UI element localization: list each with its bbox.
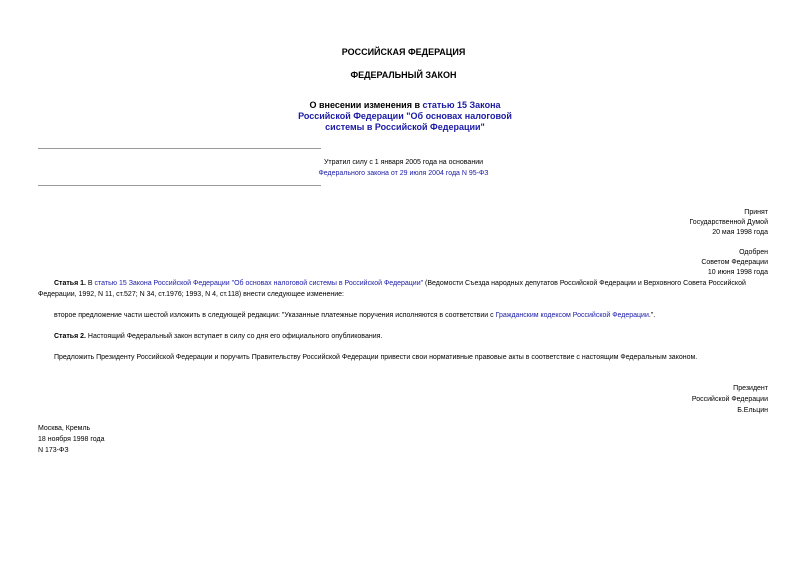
law-title-link[interactable]: статью 15 Закона Российской Федерации "Об основах налоговой системы в Российской Федерации" xyxy=(298,100,512,132)
signature-line: Б.Ельцин xyxy=(737,407,768,414)
article-1-link[interactable]: статью 15 Закона Российской Федерации "Об основах налоговой системы в Российской Федерации" xyxy=(94,280,424,287)
place-date-block xyxy=(38,423,104,456)
place-line: Москва, Кремль xyxy=(38,425,91,432)
law-number-line: N 173-ФЗ xyxy=(38,447,69,454)
country-heading: РОССИЙСКАЯ ФЕДЕРАЦИЯ xyxy=(341,47,466,57)
proposal-paragraph: Предложить Президенту Российской Федерации и поручить Правительству Российской Федерации привести свои нормативные правовые акты в соответствие с настоящим Федеральным законом. xyxy=(54,354,698,361)
amendment-text-pre: второе предложение части шестой изложить в следующей редакции: "Указанные платежные поручения исполняются в соответствии с xyxy=(54,312,496,319)
approved-line: Советом Федерации xyxy=(701,259,768,266)
bottom-divider xyxy=(38,185,321,186)
top-divider xyxy=(38,148,321,149)
accepted-line: Принят xyxy=(744,209,768,216)
repeal-notice-link[interactable]: Федерального закона от 29 июля 2004 года N 95-ФЗ xyxy=(318,170,489,177)
law-type-heading: ФЕДЕРАЛЬНЫЙ ЗАКОН xyxy=(350,70,457,80)
date-line: 18 ноября 1998 года xyxy=(38,436,105,443)
adoption-accepted xyxy=(689,208,768,238)
article-2-label: Статья 2. xyxy=(54,333,86,340)
amendment-text-post: .". xyxy=(648,312,656,319)
article-1-label: Статья 1. xyxy=(54,280,86,287)
law-title-prefix: О внесении изменения в xyxy=(309,100,423,110)
civil-code-link[interactable]: Гражданским кодексом Российской Федерации xyxy=(495,312,649,319)
approved-line: 10 июня 1998 года xyxy=(707,269,768,276)
approved-line: Одобрен xyxy=(739,249,768,256)
article-2 xyxy=(38,331,770,342)
signature-block xyxy=(692,383,768,416)
article-1-text-post: (Ведомости Съезда народных депутатов Российской Федерации и Верховного Совета Российской Федерации, 1992, N 11, ст.527; N 34, ст.1976; 1993, N 4, ст.118) внести следующее изменение: xyxy=(38,280,746,298)
repeal-notice-line: Утратил силу с 1 января 2005 года на основании xyxy=(323,159,484,166)
article-2-text: Настоящий Федеральный закон вступает в силу со дня его официального опубликования. xyxy=(85,333,383,340)
accepted-line: 20 мая 1998 года xyxy=(712,229,768,236)
law-title xyxy=(290,100,520,133)
accepted-line: Государственной Думой xyxy=(689,219,768,226)
signature-line: Российской Федерации xyxy=(691,396,768,403)
article-1-amendment xyxy=(38,310,770,321)
adoption-approved xyxy=(701,248,768,278)
signature-line: Президент xyxy=(733,385,768,392)
article-1-text-pre: В xyxy=(85,280,95,287)
article-1 xyxy=(38,278,770,300)
